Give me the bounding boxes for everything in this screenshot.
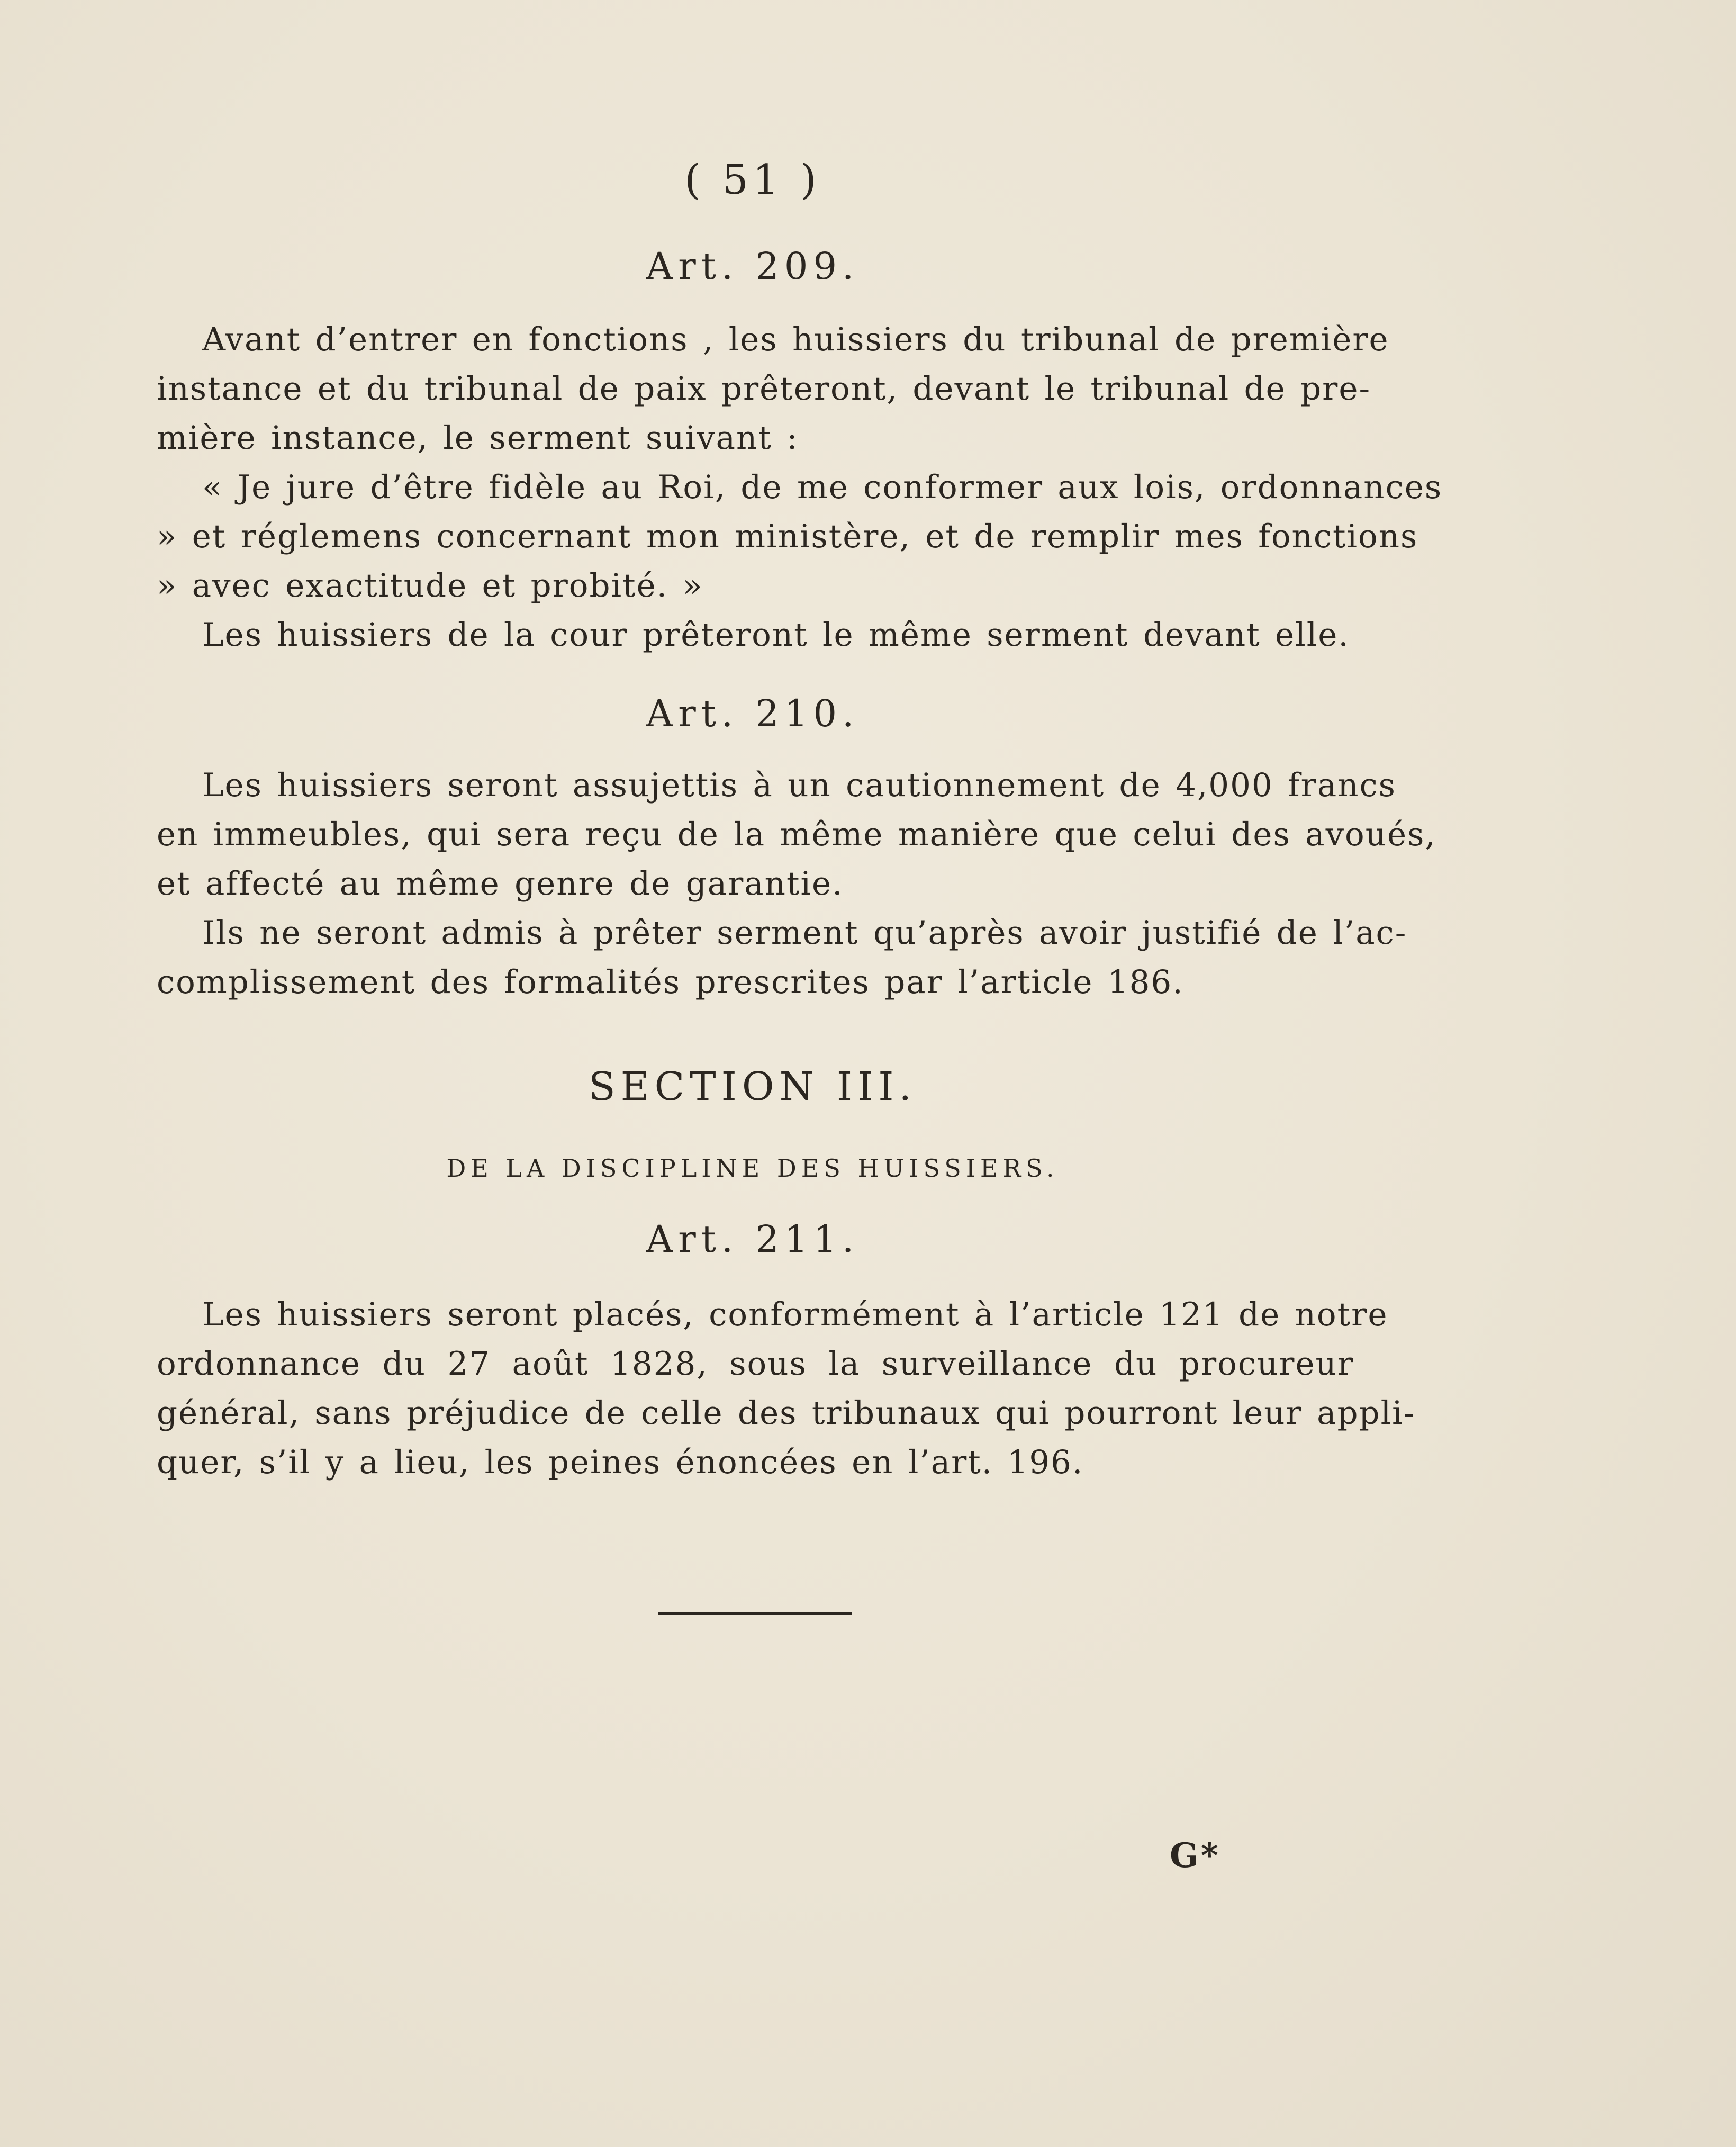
text-line: Ils ne seront admis à prêter serment qu’après avoir justifié de l’ac- [202, 914, 1407, 952]
article-209-heading: Art. 209. [646, 245, 860, 288]
quote-line: » et réglemens concernant mon ministère, et de remplir mes fonctions [157, 518, 1418, 555]
text-line: instance et du tribunal de paix prêteront, devant le tribunal de pre- [157, 370, 1371, 408]
article-210-text [157, 761, 1436, 1007]
text-line: Les huissiers de la cour prêteront le même serment devant elle. [202, 616, 1350, 654]
quote-line: « Je jure d’être fidèle au Roi, de me conformer aux lois, ordonnances [202, 468, 1443, 506]
text-line: et affecté au même genre de garantie. [157, 865, 844, 903]
section-subtitle: DE LA DISCIPLINE DES HUISSIERS. [446, 1154, 1059, 1183]
end-rule [658, 1612, 852, 1615]
text-line: mière instance, le serment suivant : [157, 419, 799, 457]
text-line: Les huissiers seront assujettis à un cautionnement de 4,000 francs [202, 766, 1396, 804]
text-line: quer, s’il y a lieu, les peines énoncées en l’art. 196. [157, 1444, 1084, 1481]
article-209-text [157, 315, 1443, 660]
article-211-heading: Art. 211. [646, 1217, 860, 1261]
quote-line: » avec exactitude et probité. » [157, 567, 703, 605]
text-line: Les huissiers seront placés, conformément à l’article 121 de notre [202, 1296, 1388, 1333]
page-number: ( 51 ) [684, 156, 821, 204]
article-210-heading: Art. 210. [646, 692, 860, 735]
text-line: en immeubles, qui sera reçu de la même manière que celui des avoués, [157, 816, 1436, 853]
section-title: SECTION III. [588, 1064, 917, 1109]
article-211-text [157, 1290, 1416, 1487]
text-line: complissement des formalités prescrites par l’article 186. [157, 963, 1184, 1001]
text-line: Avant d’entrer en fonctions , les huissiers du tribunal de première [202, 321, 1389, 358]
text-line: ordonnance du 27 août 1828, sous la surveillance du procureur [157, 1345, 1354, 1383]
text-line: général, sans préjudice de celle des tribunaux qui pourront leur appli- [157, 1394, 1416, 1432]
signature-mark: G* [1170, 1836, 1221, 1875]
